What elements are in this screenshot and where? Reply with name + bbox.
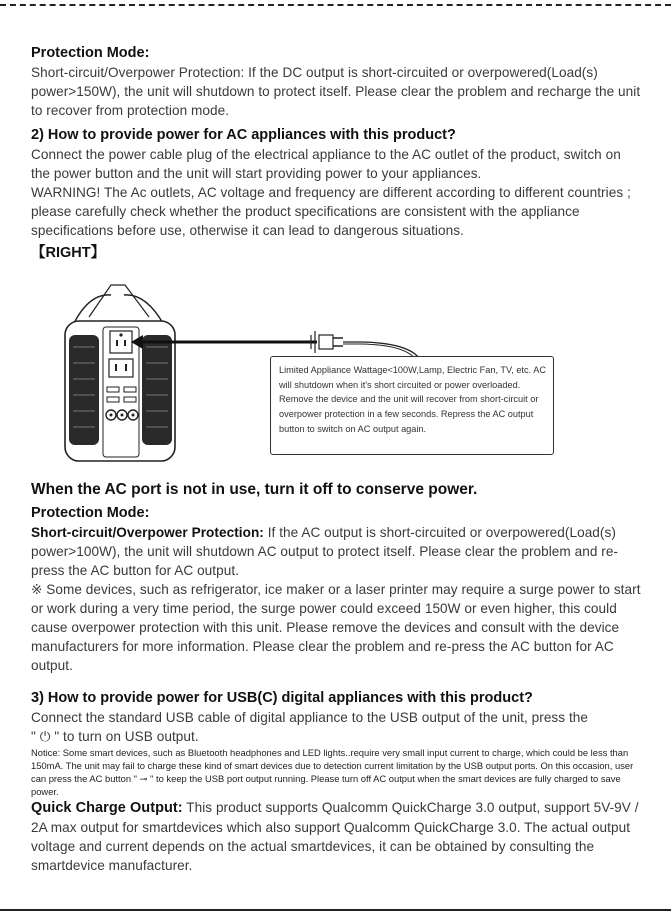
protection-mode-heading-2: Protection Mode: <box>31 505 150 521</box>
usb-notice: Notice: Some smart devices, such as Bluetooth headphones and LED lights..require very small input current to charge, which could be less than 150mA. The unit may fail to charge these kind of smart devices due to detection current limitation by the USB output ports. On this occasion, user can press the AC button " ⊸ " to keep the USB port output running. Please turn off AC output when the smart devices are fully charged to save power. <box>31 747 634 797</box>
right-label: 【RIGHT】 <box>31 245 106 261</box>
quick-charge-paragraph <box>31 798 643 875</box>
document-body <box>31 44 643 875</box>
quick-charge-text: This product supports Qualcomm QuickCharge 3.0 output, support 5V-9V / 2A max output for smartdevices which also support Qualcomm QuickCharge 3.0. The actual output voltage and current depends on the actual smartdevices, it can be obtained by consulting the smartdevice manufacturer. <box>31 800 639 873</box>
ac-warning-paragraph: WARNING! The Ac outlets, AC voltage and frequency are different according to different countries ; please carefully check whether the product specifications are consistent with the appliance specifications before use, otherwise it can lead to dangerous situations. <box>31 185 631 238</box>
ac-connection-figure <box>31 265 643 475</box>
protection-mode-heading: Protection Mode: <box>31 45 150 61</box>
quick-charge-lead: Quick Charge Output: <box>31 800 183 816</box>
top-dashed-border <box>0 4 671 6</box>
ac-section-heading: 2) How to provide power for AC appliances with this product? <box>31 127 456 143</box>
bottom-border <box>0 909 671 911</box>
ac-protection-text: If the AC output is short-circuited or overpowered(Load(s) power>100W), the unit will shutdown AC output to protect itself. Please clear the problem and re-press the AC button for AC output. <box>31 525 619 578</box>
dc-protection-paragraph: Short-circuit/Overpower Protection: If the DC output is short-circuited or overpowered(Load(s) power>150W), the unit will shutdown to protect itself. Please clear the problem and recharge the unit to recover from protection mode. <box>31 65 641 118</box>
surge-note-paragraph: ※ Some devices, such as refrigerator, ice maker or a laser printer may require a surge power to start or work during a very time period, the surge power could exceed 150W or even higher, this could cause overpower protection with this unit. Please remove the devices and consult with the device manufacturers for more information. Please clear the problem and re-press the AC button for AC output. <box>31 582 641 673</box>
ac-limit-callout: Limited Appliance Wattage<100W,Lamp, Electric Fan, TV, etc. AC will shutdown when it's short circuited or power overloaded. Remove the device and the unit will recover from short-circuit or overpower protection in a few seconds. Repress the AC output button to switch on AC output again. <box>270 356 554 455</box>
short-circuit-lead: Short-circuit/Overpower Protection: <box>31 525 264 540</box>
ac-protection-paragraph <box>31 523 643 580</box>
usb-section-heading: 3) How to provide power for USB(C) digital appliances with this product? <box>31 690 533 706</box>
usb-power-button-line: " ⏻ " to turn on USB output. <box>31 729 199 744</box>
ac-conserve-title: When the AC port is not in use, turn it off to conserve power. <box>31 481 478 498</box>
usb-connect-line: Connect the standard USB cable of digital appliance to the USB output of the unit, press the <box>31 710 589 725</box>
ac-connect-paragraph: Connect the power cable plug of the electrical appliance to the AC outlet of the product, switch on the power button and the unit will start providing power to your appliances. <box>31 147 621 181</box>
